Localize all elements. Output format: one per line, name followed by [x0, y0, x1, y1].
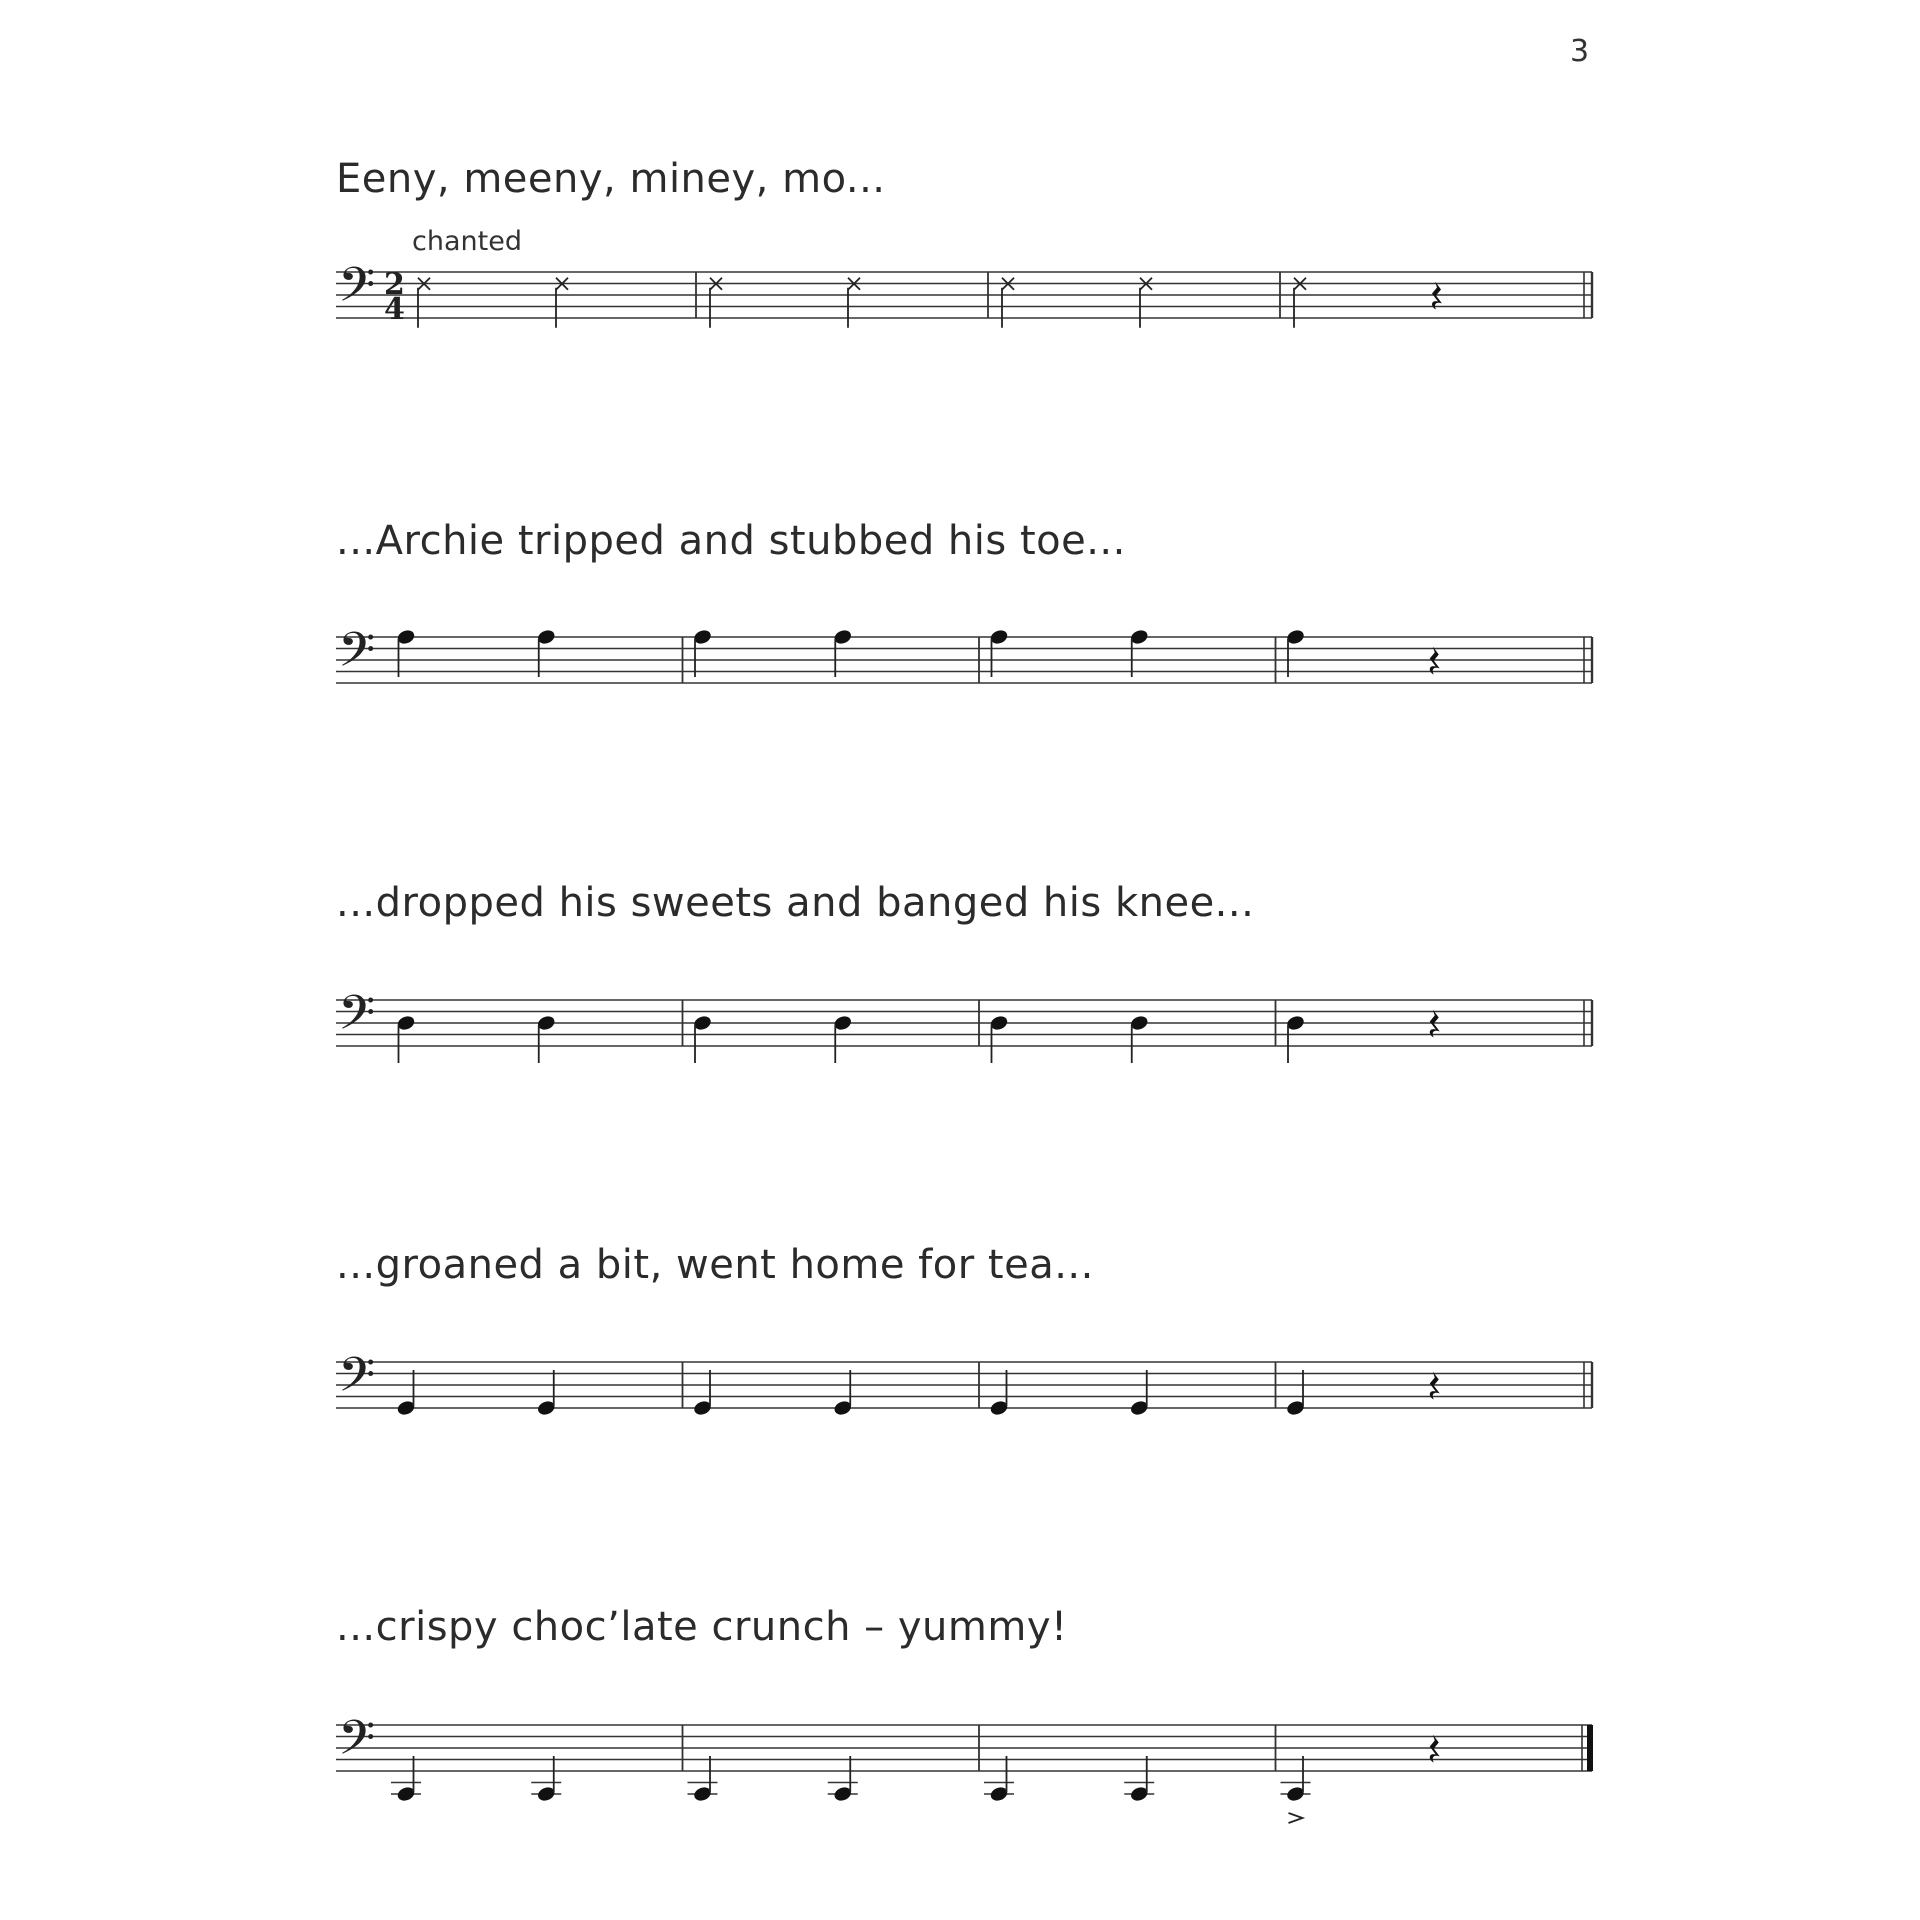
note [1285, 1370, 1305, 1417]
note [833, 1370, 853, 1417]
system-4-title: ...groaned a bit, went home for tea... [336, 1242, 1094, 1288]
time-signature-bottom: 4 [384, 292, 405, 327]
note-cross [556, 278, 568, 328]
system-2-staff [0, 595, 1920, 735]
system-1-title: Eeny, meeny, miney, mo... [336, 156, 886, 202]
note [989, 1014, 1009, 1063]
note-cross [1140, 278, 1152, 328]
page-number: 3 [1570, 34, 1590, 69]
system-3-staff [0, 958, 1920, 1098]
system-4-staff [0, 1320, 1920, 1460]
note [688, 1756, 718, 1803]
note [1129, 628, 1149, 677]
note [692, 1370, 712, 1417]
bass-clef-icon: 𝄢 [338, 1709, 376, 1778]
note [531, 1756, 561, 1803]
system-1-staff [0, 230, 1920, 370]
note-cross [848, 278, 860, 328]
system-2-title: ...Archie tripped and stubbed his toe... [336, 518, 1126, 564]
note [1281, 1756, 1311, 1823]
note [828, 1756, 858, 1803]
bass-clef-icon: 𝄢 [338, 984, 376, 1053]
bass-clef-icon: 𝄢 [338, 621, 376, 690]
note [391, 1756, 421, 1803]
system-3-title: ...dropped his sweets and banged his knee... [336, 880, 1255, 926]
system-1-direction: chanted [412, 226, 522, 257]
note [989, 628, 1009, 677]
note [692, 1014, 712, 1063]
final-barline-thick [1587, 1725, 1593, 1771]
note-cross [418, 278, 430, 328]
note-cross [710, 278, 722, 328]
time-signature-top: 2 [384, 267, 405, 302]
note [1129, 1014, 1149, 1063]
note [396, 1014, 416, 1063]
note-cross [1294, 278, 1306, 328]
note [833, 1014, 853, 1063]
accent-mark [1289, 1813, 1303, 1823]
system-5-staff [0, 1683, 1920, 1843]
note [833, 628, 853, 677]
note [536, 628, 556, 677]
system-5-title: ...crispy choc’late crunch – yummy! [336, 1604, 1068, 1650]
note [989, 1370, 1009, 1417]
note [396, 1370, 416, 1417]
bass-clef-icon: 𝄢 [338, 256, 376, 325]
note [1129, 1370, 1149, 1417]
note [536, 1370, 556, 1417]
note [1124, 1756, 1154, 1803]
note [692, 628, 712, 677]
note [1285, 1014, 1305, 1063]
note [1285, 628, 1305, 677]
note-cross [1002, 278, 1014, 328]
note [536, 1014, 556, 1063]
note [396, 628, 416, 677]
note [984, 1756, 1014, 1803]
bass-clef-icon: 𝄢 [338, 1346, 376, 1415]
